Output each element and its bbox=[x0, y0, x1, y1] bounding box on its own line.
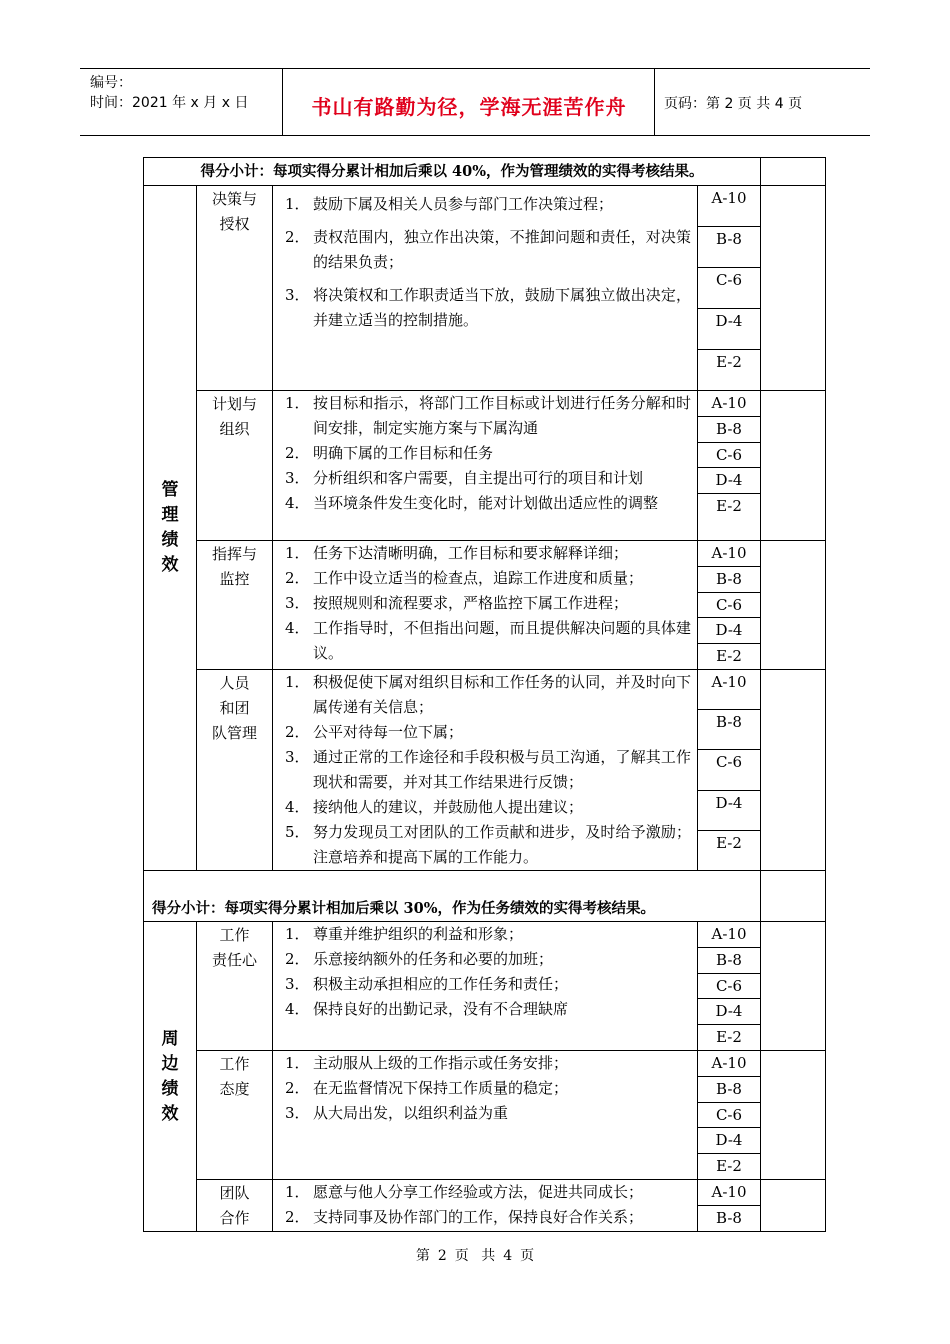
category-attitude: 工作 态度 bbox=[197, 1051, 273, 1180]
subtotal-task: 得分小计：每项实得分累计相加后乘以 30%，作为任务绩效的实得考核结果。 bbox=[144, 871, 761, 922]
list-item: 4． 保持良好的出勤记录，没有不合理缺席 bbox=[285, 1000, 569, 1018]
grade-c[interactable]: C-6 bbox=[698, 750, 760, 790]
list-item: 3． 从大局出发，以组织利益为重 bbox=[285, 1104, 509, 1122]
grade-c[interactable]: C-6 bbox=[698, 443, 760, 469]
grade-b[interactable]: B-8 bbox=[716, 1209, 742, 1227]
grade-a[interactable]: A-10 bbox=[698, 922, 760, 948]
score-cell[interactable] bbox=[761, 922, 826, 1051]
grade-d[interactable]: D-4 bbox=[698, 1128, 760, 1154]
page-footer: 第 2 页 共 4 页 bbox=[415, 1248, 535, 1264]
criteria-planning bbox=[273, 391, 698, 541]
grade-options bbox=[698, 1180, 761, 1232]
header-page-number: 页码：第 2 页 共 4 页 bbox=[664, 96, 803, 112]
category-command: 指挥与 监控 bbox=[197, 541, 273, 670]
grade-c[interactable]: C-6 bbox=[698, 593, 760, 619]
list-item: 2． 工作中设立适当的检查点，追踪工作进度和质量； bbox=[285, 569, 644, 587]
list-item: 2． 责权范围内，独立作出决策，不推卸问题和责任，对决策的结果负责； bbox=[285, 228, 691, 271]
list-item: 4． 接纳他人的建议，并鼓励他人提出建议； bbox=[285, 798, 584, 816]
score-cell[interactable] bbox=[761, 186, 826, 391]
score-cell[interactable] bbox=[761, 541, 826, 670]
grade-e[interactable]: E-2 bbox=[716, 647, 742, 666]
document-number: 编号： bbox=[90, 75, 132, 91]
grade-a[interactable]: A-10 bbox=[698, 670, 760, 710]
criteria-responsibility bbox=[273, 922, 698, 1051]
category-planning: 计划与 组织 bbox=[197, 391, 273, 541]
list-item: 3． 分析组织和客户需要，自主提出可行的项目和计划 bbox=[285, 469, 644, 487]
table-row bbox=[144, 922, 826, 1051]
table-row bbox=[144, 158, 826, 186]
grade-d[interactable]: D-4 bbox=[698, 309, 760, 350]
list-item: 1． 愿意与他人分享工作经验或方法，促进共同成长； bbox=[285, 1183, 644, 1201]
category-decision: 决策与 授权 bbox=[197, 186, 273, 391]
list-item: 2． 在无监督情况下保持工作质量的稳定； bbox=[285, 1079, 569, 1097]
list-item: 1． 主动服从上级的工作指示或任务安排； bbox=[285, 1054, 569, 1072]
score-cell[interactable] bbox=[761, 1180, 826, 1232]
footer-total-pages: 4 bbox=[503, 1248, 513, 1264]
grade-e[interactable]: E-2 bbox=[716, 1157, 742, 1176]
list-item: 2． 乐意接纳额外的任务和必要的加班； bbox=[285, 950, 554, 968]
header-divider bbox=[282, 69, 283, 135]
score-cell[interactable] bbox=[761, 1051, 826, 1180]
grade-c[interactable]: C-6 bbox=[698, 268, 760, 309]
list-item: 1． 积极促使下属对组织目标和工作任务的认同，并及时向下属传递有关信息； bbox=[285, 673, 691, 716]
section-peripheral-performance: 周 边 绩 效 bbox=[144, 922, 197, 1232]
list-item: 2． 公平对待每一位下属； bbox=[285, 723, 464, 741]
list-item: 3． 将决策权和工作职责适当下放，鼓励下属独立做出决定，并建立适当的控制措施。 bbox=[285, 286, 691, 329]
grade-b[interactable]: B-8 bbox=[698, 417, 760, 443]
grade-c[interactable]: C-6 bbox=[698, 1103, 760, 1129]
header-divider bbox=[654, 69, 655, 135]
page-header bbox=[80, 68, 870, 136]
grade-c[interactable]: C-6 bbox=[698, 974, 760, 1000]
grade-a[interactable]: A-10 bbox=[698, 541, 760, 567]
criteria-command bbox=[273, 541, 698, 670]
document-date: 时间：2021 年 x 月 x 日 bbox=[90, 95, 249, 111]
list-item: 1． 按目标和指示，将部门工作目标或计划进行任务分解和时间安排，制定实施方案与下属沟通 bbox=[285, 394, 691, 437]
table-row bbox=[144, 186, 826, 391]
criteria-attitude bbox=[273, 1051, 698, 1180]
list-item: 1． 鼓励下属及相关人员参与部门工作决策过程； bbox=[285, 195, 614, 213]
evaluation-table bbox=[143, 157, 826, 1232]
footer-page-number: 2 bbox=[437, 1248, 447, 1264]
list-item: 5． 努力发现员工对团队的工作贡献和进步，及时给予激励；注意培养和提高下属的工作能力。 bbox=[285, 823, 691, 866]
list-item: 4． 当环境条件发生变化时，能对计划做出适应性的调整 bbox=[285, 494, 659, 512]
grade-a[interactable]: A-10 bbox=[698, 1180, 760, 1206]
score-cell[interactable] bbox=[761, 158, 826, 186]
criteria-decision bbox=[273, 186, 698, 391]
grade-options bbox=[698, 391, 761, 541]
table-row bbox=[144, 391, 826, 541]
score-cell[interactable] bbox=[761, 391, 826, 541]
grade-e[interactable]: E-2 bbox=[716, 497, 742, 516]
grade-options bbox=[698, 541, 761, 670]
list-item: 3． 按照规则和流程要求，严格监控下属工作进程； bbox=[285, 594, 629, 612]
grade-d[interactable]: D-4 bbox=[698, 791, 760, 831]
grade-options bbox=[698, 1051, 761, 1180]
grade-b[interactable]: B-8 bbox=[698, 710, 760, 750]
header-motto: 书山有路勤为径，学海无涯苦作舟 bbox=[311, 95, 627, 119]
grade-options bbox=[698, 922, 761, 1051]
list-item: 1． 尊重并维护组织的利益和形象； bbox=[285, 925, 524, 943]
score-cell[interactable] bbox=[761, 670, 826, 871]
grade-d[interactable]: D-4 bbox=[698, 999, 760, 1025]
score-cell[interactable] bbox=[761, 871, 826, 922]
grade-a[interactable]: A-10 bbox=[698, 186, 760, 227]
grade-d[interactable]: D-4 bbox=[698, 468, 760, 494]
list-item: 3． 积极主动承担相应的工作任务和责任； bbox=[285, 975, 569, 993]
grade-b[interactable]: B-8 bbox=[698, 227, 760, 268]
category-responsibility: 工作 责任心 bbox=[197, 922, 273, 1051]
list-item: 2． 明确下属的工作目标和任务 bbox=[285, 444, 494, 462]
grade-options bbox=[698, 186, 761, 391]
grade-d[interactable]: D-4 bbox=[698, 618, 760, 644]
table-row bbox=[144, 1180, 826, 1232]
list-item: 2． 支持同事及协作部门的工作，保持良好合作关系； bbox=[285, 1208, 644, 1226]
criteria-cooperation bbox=[273, 1180, 698, 1232]
table-row bbox=[144, 670, 826, 871]
list-item: 1． 任务下达清晰明确，工作目标和要求解释详细； bbox=[285, 544, 629, 562]
subtotal-management: 得分小计：每项实得分累计相加后乘以 40%，作为管理绩效的实得考核结果。 bbox=[144, 158, 761, 186]
grade-a[interactable]: A-10 bbox=[698, 391, 760, 417]
grade-b[interactable]: B-8 bbox=[698, 1077, 760, 1103]
category-team-management: 人员 和团 队管理 bbox=[197, 670, 273, 871]
table-row bbox=[144, 1051, 826, 1180]
grade-e[interactable]: E-2 bbox=[716, 1028, 742, 1047]
list-item: 4． 工作指导时，不但指出问题，而且提供解决问题的具体建议。 bbox=[285, 619, 691, 662]
grade-b[interactable]: B-8 bbox=[698, 948, 760, 974]
table-row bbox=[144, 871, 826, 922]
table-row bbox=[144, 541, 826, 670]
grade-a[interactable]: A-10 bbox=[698, 1051, 760, 1077]
grade-e[interactable]: E-2 bbox=[716, 833, 742, 852]
grade-options bbox=[698, 670, 761, 871]
grade-b[interactable]: B-8 bbox=[698, 567, 760, 593]
grade-e[interactable]: E-2 bbox=[716, 353, 742, 371]
category-cooperation: 团队 合作 bbox=[197, 1180, 273, 1232]
list-item: 3． 通过正常的工作途径和手段积极与员工沟通，了解其工作现状和需要，并对其工作结果进行反馈； bbox=[285, 748, 691, 791]
criteria-team-management bbox=[273, 670, 698, 871]
header-meta bbox=[90, 73, 248, 113]
section-management-performance: 管 理 绩 效 bbox=[144, 186, 197, 871]
